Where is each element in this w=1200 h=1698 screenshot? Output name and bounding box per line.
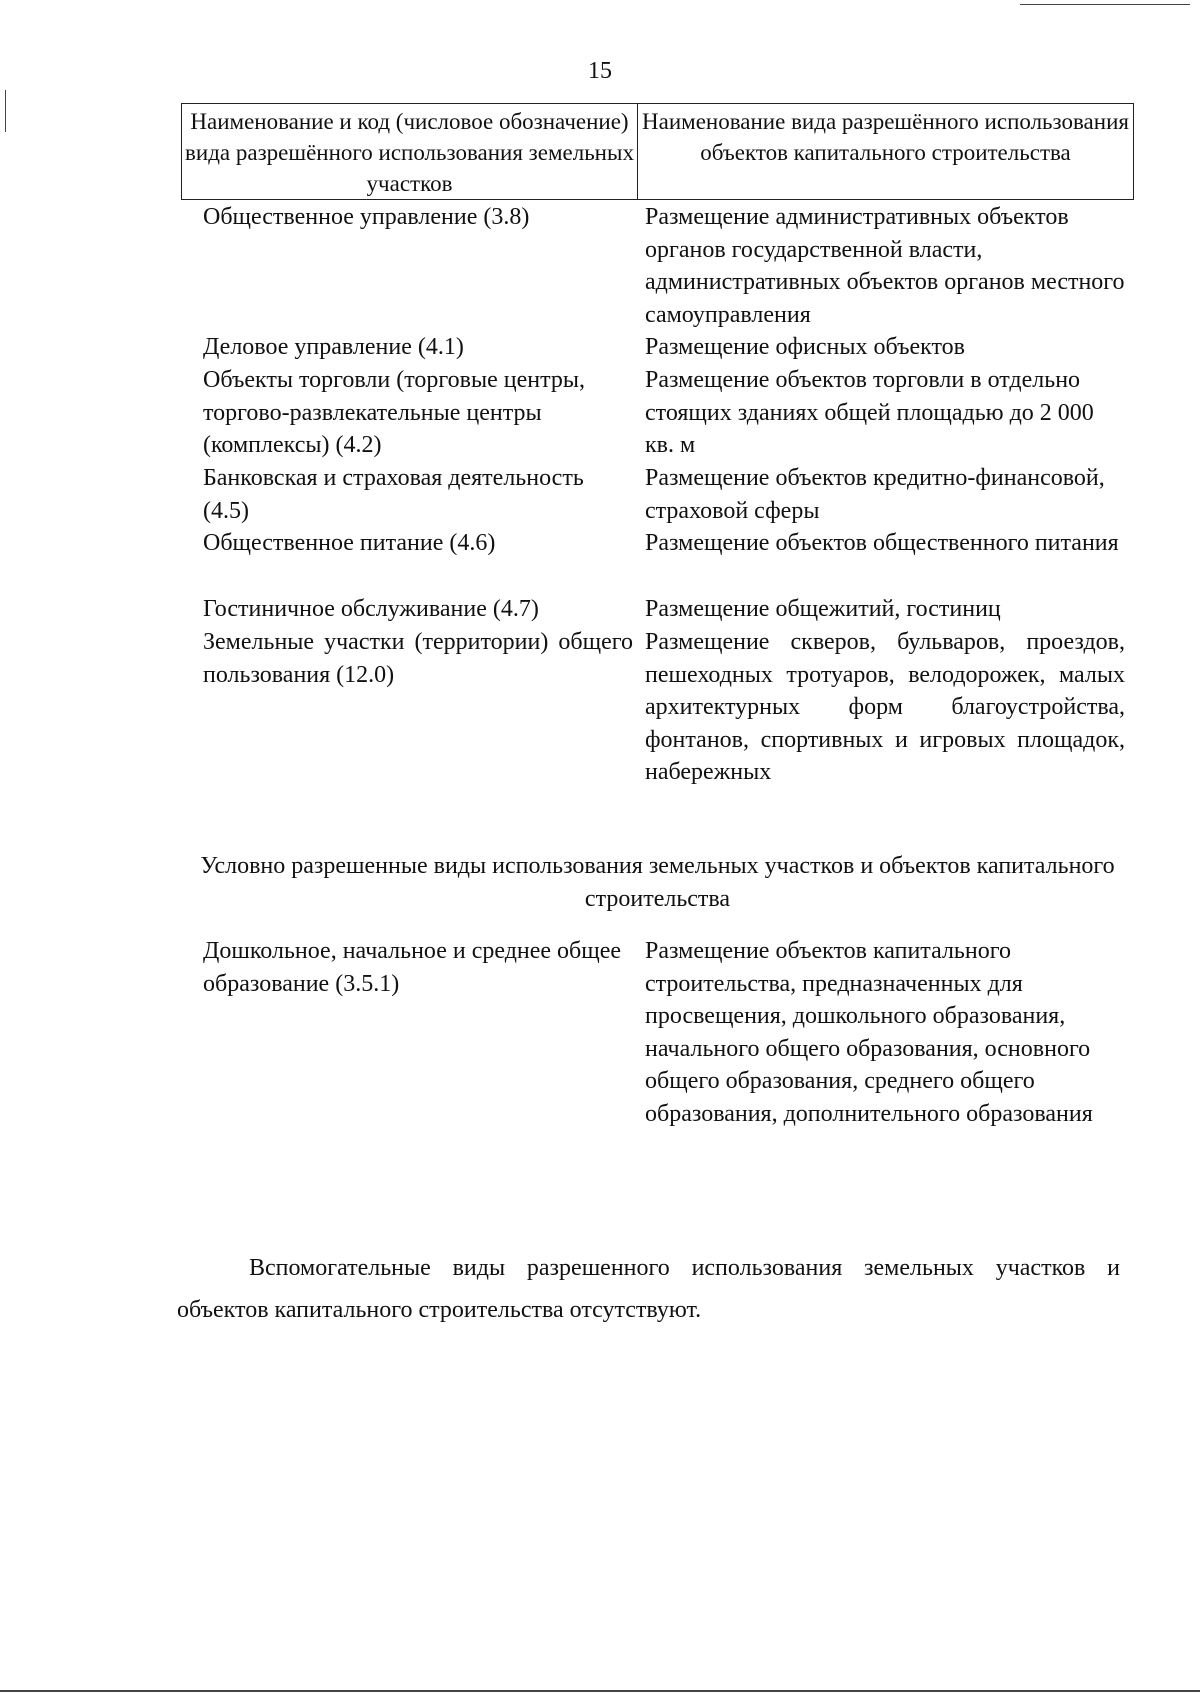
- header-right-cell: Наименование вида разрешённого использования объектов капитального строительства: [642, 109, 1129, 165]
- conditional-uses-heading: Условно разрешенные виды использования земельных участков и объектов капитального строительства: [200, 853, 1115, 912]
- row-land-use-name: Общественное управление (3.8): [203, 204, 530, 230]
- row-land-use-name: Общественное питание (4.6): [203, 530, 496, 556]
- row-construction-use-name: Размещение офисных объектов: [645, 334, 965, 360]
- row-land-use-name: Деловое управление (4.1): [203, 334, 464, 360]
- row-construction-use-name: Размещение скверов, бульваров, проездов, пешеходных тротуаров, велодорожек, малых архитектурных форм благоустройства, фонтанов, спортивных и игровых площадок, набережных: [645, 629, 1125, 785]
- bottom-scan-rule: [0, 1690, 1200, 1692]
- row-construction-use-name: Размещение объектов кредитно-финансовой, страховой сферы: [645, 465, 1105, 524]
- row-construction-use-name: Размещение объектов общественного питания: [645, 530, 1119, 556]
- row-construction-use-name: Размещение административных объектов органов государственной власти, административных объектов органов местного самоуправления: [645, 204, 1125, 328]
- page-number: 15: [588, 58, 612, 84]
- top-right-rule: [1020, 4, 1190, 5]
- row-land-use-name: Гостиничное обслуживание (4.7): [203, 596, 539, 622]
- row-construction-use-name: Размещение общежитий, гостиниц: [645, 596, 1001, 622]
- left-margin-mark: [5, 90, 6, 132]
- row-construction-use-name: Размещение объектов капитального строительства, предназначенных для просвещения, дошкольного образования, начального общего образования, основного общего образования, среднего общего образования, дополнительного образования: [645, 938, 1093, 1127]
- row-land-use-name: Дошкольное, начальное и среднее общее образование (3.5.1): [203, 938, 622, 997]
- auxiliary-uses-paragraph: Вспомогательные виды разрешенного использования земельных участков и объектов капитального строительства отсутствуют.: [177, 1255, 1120, 1323]
- row-construction-use-name: Размещение объектов торговли в отдельно стоящих зданиях общей площадью до 2 000 кв. м: [645, 367, 1094, 458]
- table-header: [181, 103, 1134, 200]
- row-land-use-name: Банковская и страховая деятельность (4.5): [203, 465, 584, 524]
- header-left-cell: Наименование и код (числовое обозначение) вида разрешённого использования земельных участков: [182, 104, 638, 199]
- row-land-use-name: Объекты торговли (торговые центры, торгово-развлекательные центры (комплексы) (4.2): [203, 367, 585, 458]
- row-land-use-name: Земельные участки (территории) общего пользования (12.0): [203, 629, 633, 688]
